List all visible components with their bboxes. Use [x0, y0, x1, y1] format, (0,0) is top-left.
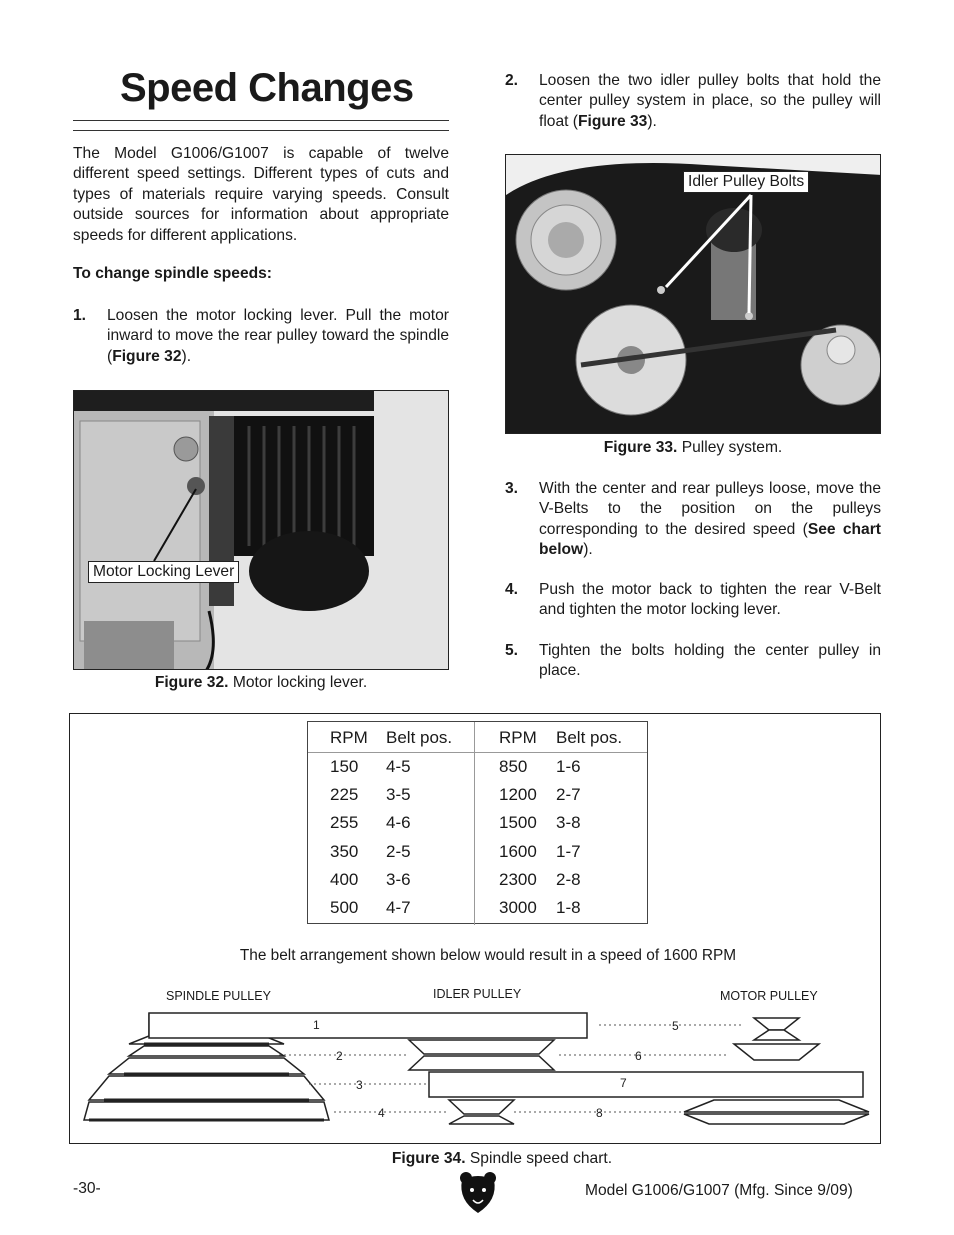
- motor-locking-lever-label: Motor Locking Lever: [88, 561, 239, 583]
- table-cell-rpm-left: 150: [330, 757, 359, 776]
- figure-34-caption: Figure 34. Spindle speed chart.: [391, 1150, 613, 1167]
- header-belt-1: Belt pos.: [386, 728, 453, 747]
- table-cell-belt-left: 2-5: [386, 841, 411, 861]
- bear-logo-icon: [458, 1170, 498, 1214]
- subheading: To change spindle speeds:: [73, 265, 273, 282]
- figure-32-caption: Figure 32. Motor locking lever.: [154, 674, 368, 691]
- motor-pulley-label: MOTOR PULLEY: [720, 989, 818, 1003]
- spindle-pulley-label: SPINDLE PULLEY: [166, 989, 271, 1003]
- title-rule-bottom: [73, 130, 449, 131]
- motor-illustration: [74, 391, 449, 670]
- motor-step-8: [684, 1100, 869, 1112]
- motor-step-6: [734, 1044, 819, 1060]
- table-cell-belt-right: 1-7: [556, 841, 581, 861]
- figure-33-caption: Figure 33. Pulley system.: [603, 439, 783, 456]
- page-number: -30-: [73, 1180, 101, 1197]
- pulley-diagram: [69, 1000, 881, 1140]
- title-rule-top: [73, 120, 449, 121]
- page-title: Speed Changes: [120, 66, 414, 110]
- step-3-number: 3.: [505, 480, 519, 497]
- position-8: 8: [596, 1106, 603, 1120]
- step-2-text: Loosen the two idler pulley bolts that hold the center pulley system in place, so the pulley will float (Figure 33).: [539, 72, 881, 130]
- spindle-step-3: [89, 1076, 324, 1100]
- table-cell-belt-right: 3-8: [556, 813, 581, 833]
- table-header-rule: [308, 752, 647, 753]
- table-cell-rpm-right: 2300: [499, 869, 537, 889]
- footer-model: Model G1006/G1007 (Mfg. Since 9/09): [585, 1182, 853, 1199]
- pulley-illustration: [506, 155, 881, 434]
- position-1: 1: [313, 1018, 320, 1032]
- table-cell-rpm-right: 850: [499, 757, 528, 776]
- step-3-text: With the center and rear pulleys loose, move the V-Belts to the position on the pulleys corresponding to the desired speed (See chart below).: [539, 480, 881, 559]
- table-cell-belt-left: 4-6: [386, 813, 411, 833]
- table-cell-rpm-right: 1500: [499, 813, 537, 833]
- step-1-text: Loosen the motor locking lever. Pull the motor inward to move the rear pulley toward the spindle (Figure 32).: [107, 307, 449, 365]
- header-rpm-2: RPM: [499, 728, 537, 747]
- step-1-number: 1.: [73, 307, 87, 324]
- table-cell-belt-left: 4-7: [386, 898, 411, 917]
- figure-32-photo: [73, 390, 449, 670]
- table-cell-belt-left: 4-5: [386, 757, 411, 776]
- table-cell-rpm-right: 1600: [499, 841, 537, 861]
- table-cell-rpm-right: 1200: [499, 785, 537, 805]
- table-cell-belt-right: 2-7: [556, 785, 581, 805]
- spindle-step-2: [109, 1058, 304, 1074]
- table-cell-belt-left: 3-5: [386, 785, 411, 805]
- intro-paragraph: The Model G1006/G1007 is capable of twelve different speed settings. Different types of cuts and types of materials require varying speeds. Consult outside sources for information about appropriate speeds for different applications.: [73, 145, 449, 244]
- belt-7: [429, 1072, 863, 1097]
- motor-step-5: [754, 1030, 799, 1040]
- spindle-step-4: [84, 1102, 329, 1120]
- belt-note: The belt arrangement shown below would result in a speed of 1600 RPM: [239, 947, 737, 964]
- position-4: 4: [378, 1106, 385, 1120]
- header-belt-2: Belt pos.: [556, 728, 623, 747]
- table-cell-rpm-left: 255: [330, 813, 359, 833]
- idler-pulley-label: IDLER PULLEY: [433, 987, 522, 1001]
- idler-step-2: [409, 1056, 554, 1070]
- position-5: 5: [672, 1019, 679, 1033]
- table-cell-belt-left: 3-6: [386, 869, 411, 889]
- table-cell-rpm-right: 3000: [499, 898, 537, 917]
- figure-33-photo: [505, 154, 881, 434]
- idler-pulley-bolts-label: Idler Pulley Bolts: [683, 171, 809, 193]
- table-cell-rpm-left: 225: [330, 785, 359, 805]
- position-7: 7: [620, 1076, 627, 1090]
- position-3: 3: [356, 1078, 363, 1092]
- idler-step-4: [449, 1116, 514, 1124]
- table-cell-belt-right: 1-6: [556, 757, 581, 776]
- table-cell-rpm-left: 400: [330, 869, 359, 889]
- step-4-text: Push the motor back to tighten the rear V-Belt and tighten the motor locking lever.: [539, 581, 881, 619]
- header-rpm-1: RPM: [330, 728, 368, 747]
- position-2: 2: [336, 1049, 343, 1063]
- step-4-number: 4.: [505, 581, 519, 598]
- table-cell-rpm-left: 500: [330, 898, 359, 917]
- table-cell-belt-right: 1-8: [556, 898, 581, 917]
- speed-table: [307, 721, 648, 924]
- step-2-number: 2.: [505, 72, 519, 89]
- table-cell-rpm-left: 350: [330, 841, 359, 861]
- step-5-text: Tighten the bolts holding the center pulley in place.: [539, 642, 881, 680]
- belt-1: [149, 1013, 587, 1038]
- table-cell-belt-right: 2-8: [556, 869, 581, 889]
- step-5-number: 5.: [505, 642, 519, 659]
- position-6: 6: [635, 1049, 642, 1063]
